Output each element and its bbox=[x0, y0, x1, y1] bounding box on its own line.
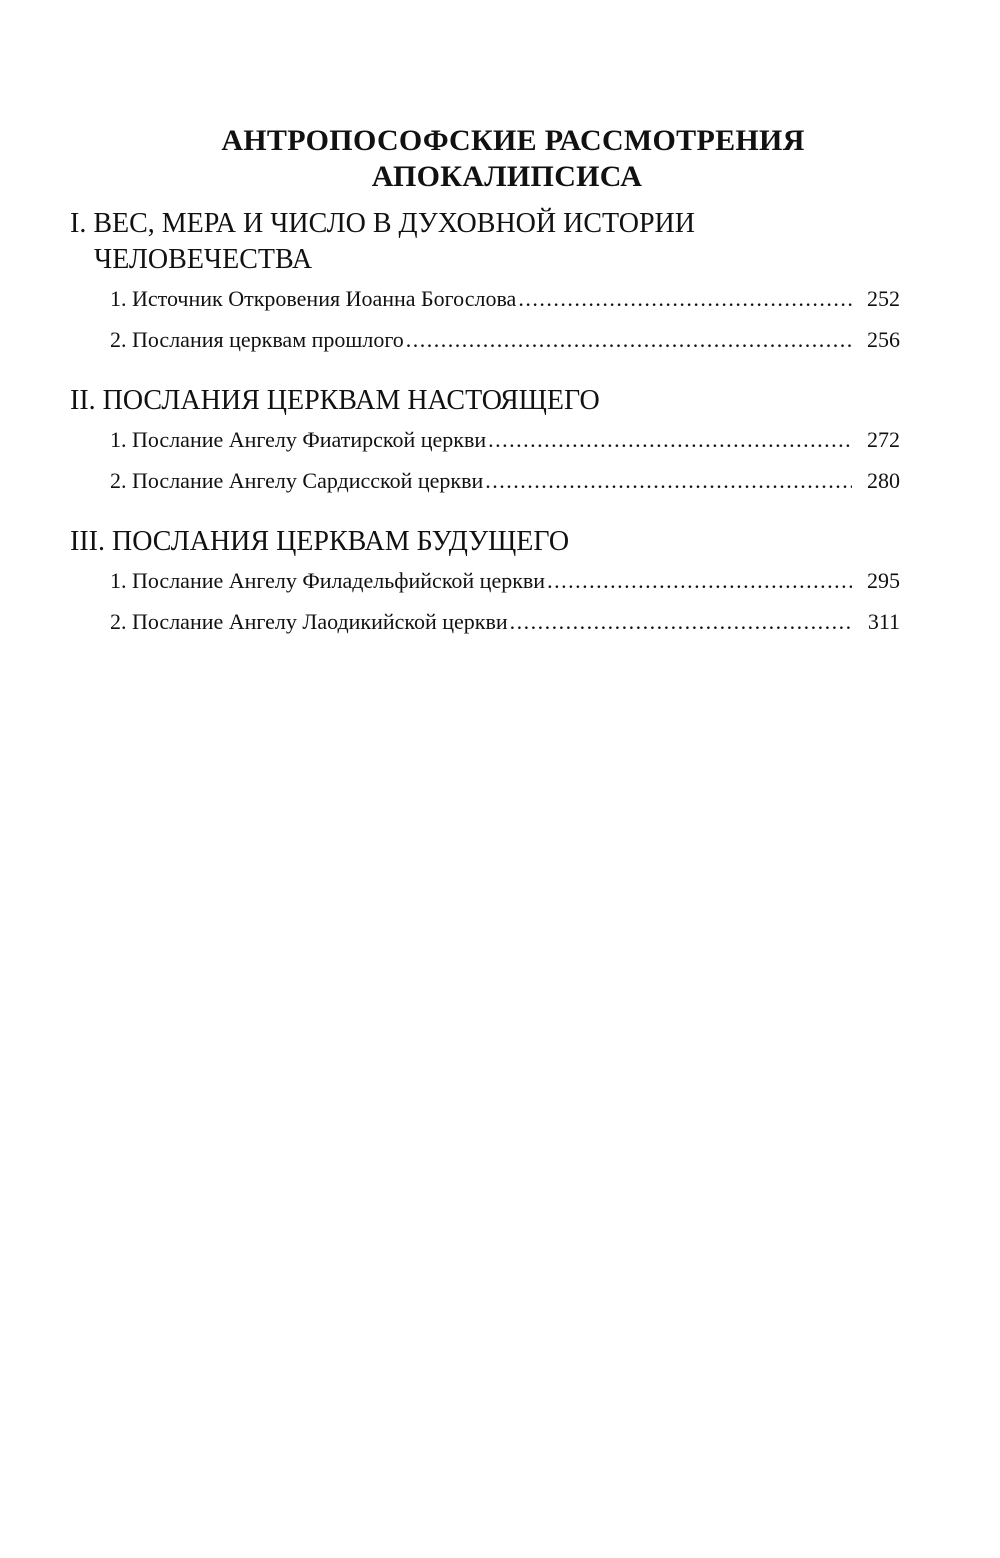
dot-leader bbox=[510, 601, 852, 642]
toc-section-3 bbox=[70, 524, 900, 642]
toc-entry-page-number: 311 bbox=[867, 609, 900, 634]
toc-sections bbox=[70, 206, 900, 665]
toc-entry[interactable] bbox=[70, 560, 900, 601]
section-title-continuation: ЧЕЛОВЕЧЕСТВА bbox=[94, 244, 313, 275]
toc-entry[interactable] bbox=[70, 319, 900, 360]
toc-entry[interactable] bbox=[70, 278, 900, 319]
toc-entry-page-number: 256 bbox=[867, 327, 900, 352]
page-title bbox=[0, 123, 1000, 195]
page-title-line-2: АПОКАЛИПСИСА bbox=[371, 160, 643, 194]
dot-leader bbox=[406, 319, 852, 360]
toc-entry-label: 2. Послания церквам прошлого bbox=[110, 327, 404, 352]
section-title[interactable] bbox=[70, 383, 900, 419]
dot-leader bbox=[485, 460, 852, 501]
toc-entry-page-number: 295 bbox=[867, 568, 900, 593]
section-title[interactable] bbox=[70, 206, 900, 278]
page-title-line-1: АНТРОПОСОФСКИЕ РАССМОТРЕНИЯ bbox=[221, 124, 805, 158]
toc-section-2 bbox=[70, 383, 900, 501]
toc-section-1 bbox=[70, 206, 900, 360]
toc-entry-list bbox=[70, 278, 900, 360]
toc-entry-label: 1. Послание Ангелу Фиатирской церкви bbox=[110, 427, 487, 452]
dot-leader bbox=[518, 278, 852, 319]
toc-entry-label: 1. Послание Ангелу Филадельфийской церкви bbox=[110, 568, 546, 593]
section-title-text: III. ПОСЛАНИЯ ЦЕРКВАМ БУДУЩЕГО bbox=[70, 526, 570, 557]
section-title-text: II. ПОСЛАНИЯ ЦЕРКВАМ НАСТОЯЩЕГО bbox=[70, 385, 600, 416]
toc-entry[interactable] bbox=[70, 419, 900, 460]
toc-entry[interactable] bbox=[70, 601, 900, 642]
section-title-text: I. ВЕС, МЕРА И ЧИСЛО В ДУХОВНОЙ ИСТОРИИ bbox=[70, 208, 695, 239]
dot-leader bbox=[488, 419, 852, 460]
toc-entry-label: 2. Послание Ангелу Сардисской церкви bbox=[110, 468, 484, 493]
dot-leader bbox=[547, 560, 852, 601]
toc-entry-label: 2. Послание Ангелу Лаодикийской церкви bbox=[110, 609, 508, 634]
toc-entry[interactable] bbox=[70, 460, 900, 501]
toc-entry-page-number: 252 bbox=[867, 286, 900, 311]
toc-entry-label: 1. Источник Откровения Иоанна Богослова bbox=[110, 286, 517, 311]
toc-entry-page-number: 280 bbox=[867, 468, 900, 493]
toc-entry-list bbox=[70, 419, 900, 501]
toc-entry-page-number: 272 bbox=[867, 427, 900, 452]
toc-entry-list bbox=[70, 560, 900, 642]
section-title[interactable] bbox=[70, 524, 900, 560]
